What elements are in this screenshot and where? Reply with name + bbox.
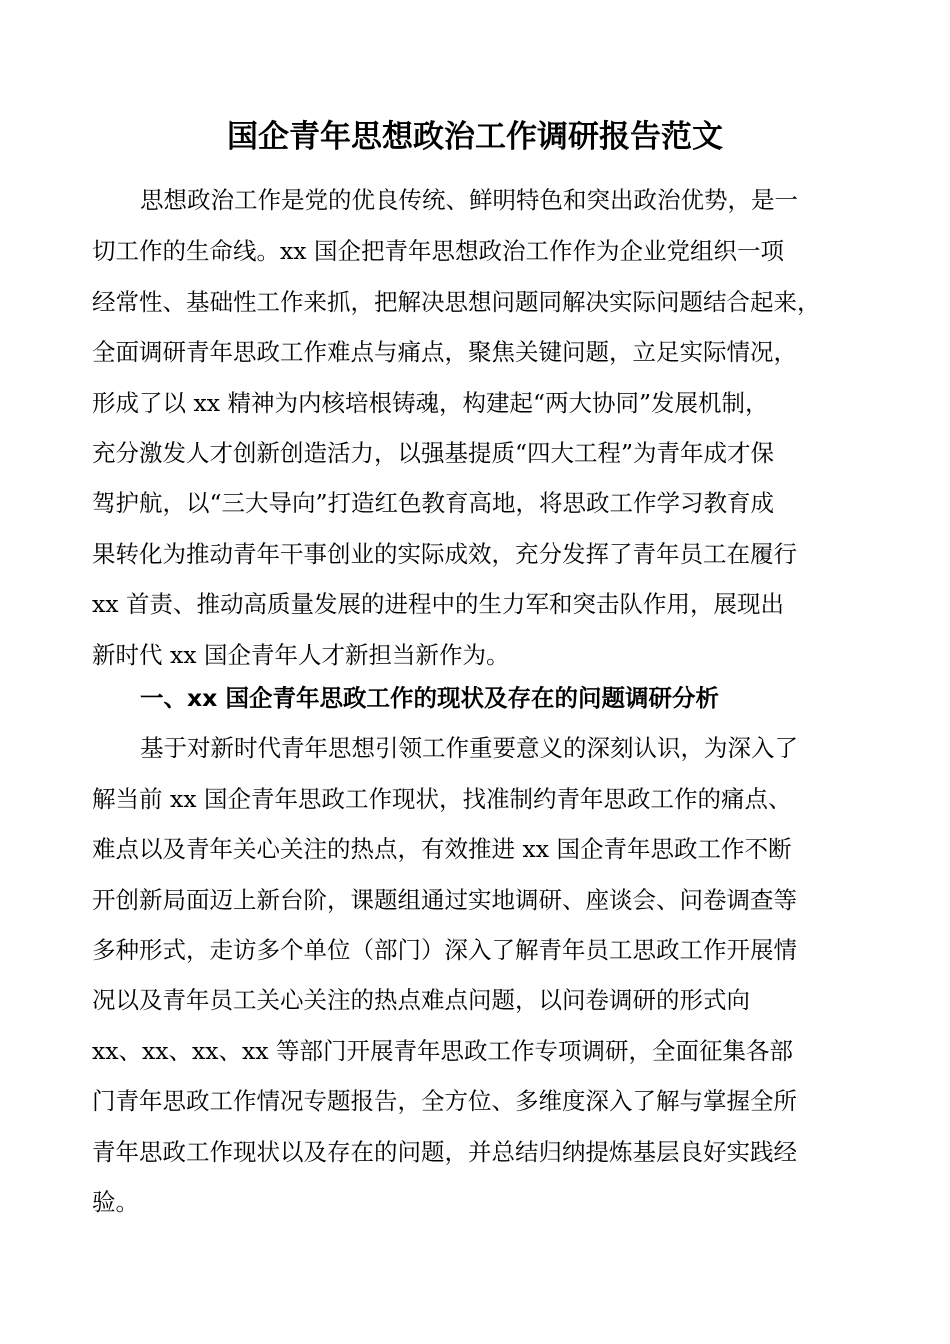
paragraph-line: 果转化为推动青年干事创业的实际成效，充分发挥了青年员工在履行 bbox=[92, 540, 797, 568]
paragraph-line: 充分激发人才创新创造活力，以强基提质“四大工程”为青年成才保 bbox=[92, 439, 775, 467]
document-title: 国企青年思想政治工作调研报告范文 bbox=[227, 119, 723, 155]
paragraph-line: 形成了以 xx 精神为内核培根铸魂，构建起“两大协同”发展机制， bbox=[92, 389, 769, 417]
paragraph-line: 青年思政工作现状以及存在的问题，并总结归纳提炼基层良好实践经 bbox=[92, 1138, 797, 1166]
paragraph-line: xx、xx、xx、xx 等部门开展青年思政工作专项调研，全面征集各部 bbox=[92, 1037, 793, 1065]
paragraph-line: 解当前 xx 国企青年思政工作现状，找准制约青年思政工作的痛点、 bbox=[92, 785, 792, 813]
paragraph-line: 验。 bbox=[92, 1188, 139, 1216]
paragraph-line: 思想政治工作是党的优良传统、鲜明特色和突出政治优势，是一 bbox=[140, 186, 798, 214]
paragraph-line: 新时代 xx 国企青年人才新担当新作为。 bbox=[92, 641, 510, 669]
paragraph-line: 基于对新时代青年思想引领工作重要意义的深刻认识，为深入了 bbox=[140, 734, 798, 762]
paragraph-line: 多种形式，走访多个单位（部门）深入了解青年员工思政工作开展情 bbox=[92, 936, 797, 964]
paragraph-line: 全面调研青年思政工作难点与痛点，聚焦关键问题，立足实际情况， bbox=[92, 338, 797, 366]
paragraph-line: 驾护航，以“三大导向”打造红色教育高地，将思政工作学习教育成 bbox=[92, 489, 775, 517]
paragraph-line: xx 首责、推动高质量发展的进程中的生力军和突击队作用，展现出 bbox=[92, 590, 784, 618]
paragraph-line: 难点以及青年关心关注的热点，有效推进 xx 国企青年思政工作不断 bbox=[92, 835, 792, 863]
section-heading: 一、xx 国企青年思政工作的现状及存在的问题调研分析 bbox=[140, 684, 719, 712]
paragraph-line: 开创新局面迈上新台阶，课题组通过实地调研、座谈会、问卷调查等 bbox=[92, 886, 797, 914]
paragraph-line: 门青年思政工作情况专题报告，全方位、多维度深入了解与掌握全所 bbox=[92, 1087, 797, 1115]
paragraph-line: 经常性、基础性工作来抓，把解决思想问题同解决实际问题结合起来， bbox=[92, 288, 821, 316]
paragraph-line: 况以及青年员工关心关注的热点难点问题，以问卷调研的形式向 bbox=[92, 986, 750, 1014]
paragraph-line: 切工作的生命线。xx 国企把青年思想政治工作作为企业党组织一项 bbox=[92, 237, 784, 265]
